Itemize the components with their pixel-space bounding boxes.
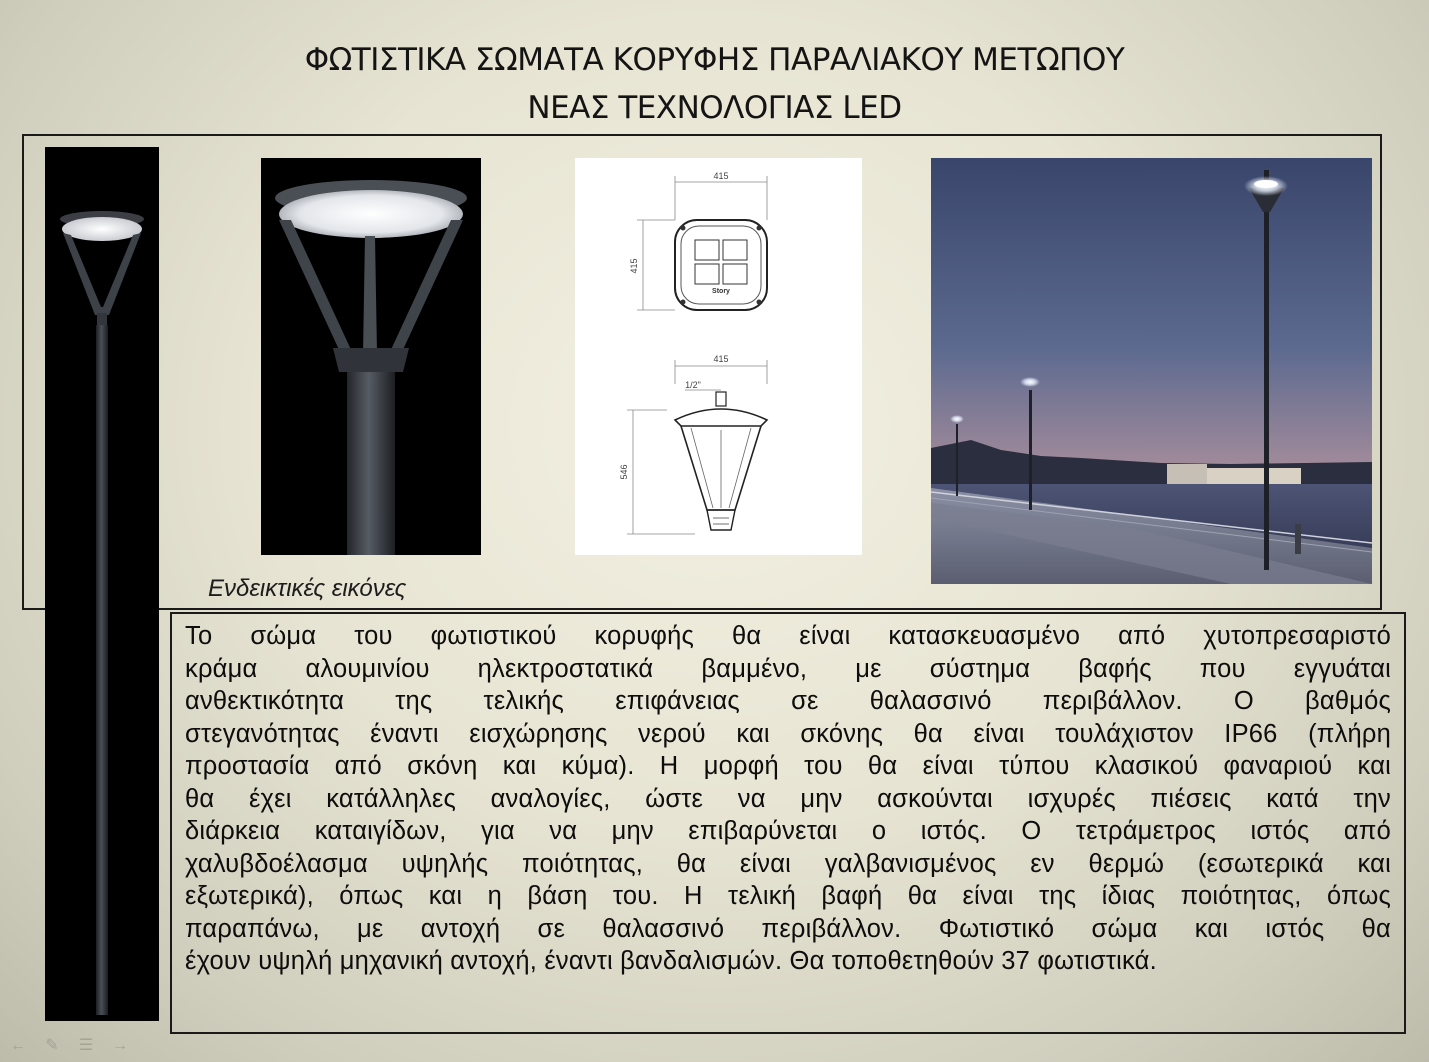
drawing-top-height: 415 xyxy=(629,258,639,274)
description-line: χαλυβδοέλασμα υψηλής ποιότητας, θα είναι γαλβανισμένος εν θερμώ (εσωτερικά και xyxy=(185,849,1391,878)
description-line: ανθεκτικότητα της τελικής επιφάνειας σε θαλασσινό περιβάλλον. Ο βαθμός xyxy=(185,687,1391,715)
drawing-side-height: 546 xyxy=(619,464,629,480)
description-line: διάρκεια καταιγίδων, για να μην επιβαρύνεται ο ιστός. Ο τετράμετρος ιστός από xyxy=(185,817,1391,845)
title-line-2: ΝΕΑΣ ΤΕΧΝΟΛΟΓΙΑΣ LED xyxy=(527,90,902,126)
slide-title xyxy=(0,36,1429,132)
description-line: προστασία από σκόνη και κύμα). Η μορφή του θα είναι τύπου κλασικού φαναριού και xyxy=(185,752,1391,780)
technical-drawing xyxy=(575,158,862,555)
description-line: έχουν υψηλή μηχανική αντοχή, έναντι βανδαλισμών. Θα τοποθετηθούν 37 φωτιστικά. xyxy=(185,947,1157,975)
drawing-thread: 1/2" xyxy=(685,380,701,390)
description-line: στεγανότητας έναντι εισχώρησης νερού και σκόνης θα είναι τουλάχιστον IP66 (πλήρη xyxy=(185,719,1391,748)
drawing-side-width: 415 xyxy=(713,354,729,364)
arrow-left-icon[interactable]: ← xyxy=(10,1037,26,1054)
description-line: κράμα αλουμινίου ηλεκτροστατικά βαμμένο, με σύστημα βαφής που εγγυάται xyxy=(185,654,1391,683)
description-line: παραπάνω, με αντοχή σε θαλασσινό περιβάλλον. Φωτιστικό σώμα και ιστός θα xyxy=(185,914,1391,943)
image-caption: Ενδεικτικές εικόνες xyxy=(208,575,407,602)
waterfront-photo xyxy=(931,158,1372,584)
pole-image xyxy=(45,147,159,1021)
drawing-brand: Story xyxy=(712,288,730,295)
pen-icon[interactable]: ✎ xyxy=(45,1037,59,1054)
arrow-right-icon[interactable]: → xyxy=(112,1037,128,1054)
menu-icon[interactable]: ☰ xyxy=(78,1037,94,1054)
description-line: εξωτερικά), όπως και η βάση του. Η τελική βαφή θα είναι της ίδιας ποιότητας, όπως xyxy=(185,882,1391,910)
title-line-1: ΦΩΤΙΣΤΙΚΑ ΣΩΜΑΤΑ ΚΟΡΥΦΗΣ ΠΑΡΑΛΙΑΚΟΥ ΜΕΤΩΠΟΥ xyxy=(304,42,1125,78)
description-line: Το σώμα του φωτιστικού κορυφής θα είναι κατασκευασμένο από χυτοπρεσαριστό xyxy=(185,622,1391,650)
drawing-top-width: 415 xyxy=(713,171,729,181)
luminaire-head-image xyxy=(261,158,481,555)
description-line: θα έχει κατάλληλες αναλογίες, ώστε να μην ασκούνται ισχυρές πιέσεις κατά την xyxy=(185,784,1391,813)
slideshow-controls xyxy=(6,1036,132,1056)
description-text xyxy=(185,620,1391,978)
